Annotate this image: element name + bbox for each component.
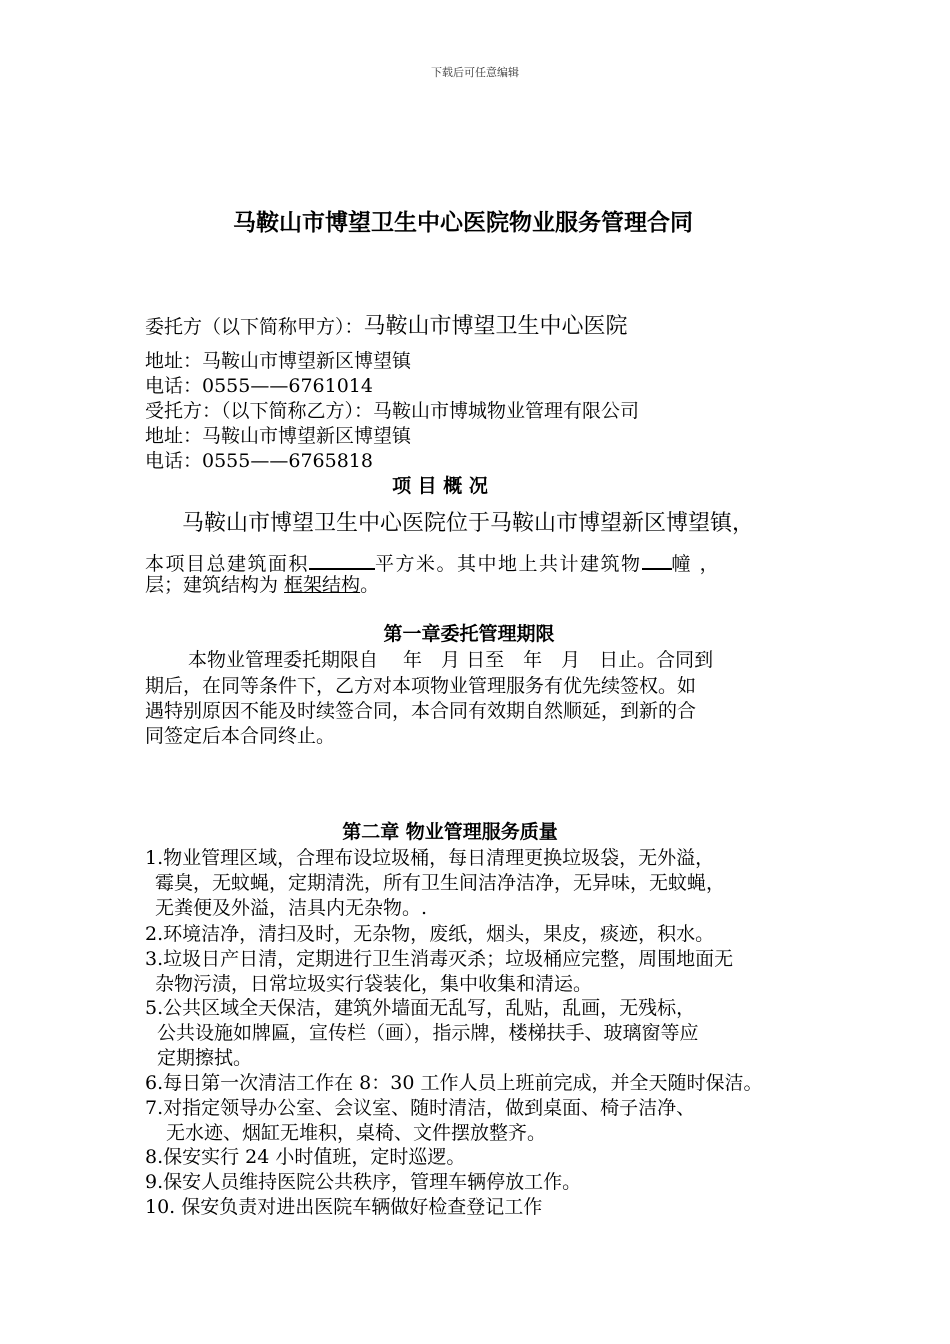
overview-line-3 bbox=[145, 576, 379, 595]
party-b-phone: 电话：0555——6765818 bbox=[145, 450, 373, 472]
chapter-1-line: 同签定后本合同终止。 bbox=[145, 725, 336, 747]
chapter-1-heading: 第一章委托管理期限 bbox=[383, 623, 555, 645]
chapter-2-item: 6.每日第一次清洁工作在 8：30 工作人员上班前完成，并全天随时保洁。 bbox=[145, 1072, 763, 1094]
overview-structure-label: 层；建筑结构为 bbox=[145, 574, 285, 596]
page-header: 下载后可任意编辑 bbox=[431, 66, 519, 79]
party-b-label: 受托方：（以下简称乙方）：马鞍山市博城物业管理有限公司 bbox=[145, 400, 640, 422]
party-a-name: 马鞍山市博望卫生中心医院 bbox=[363, 314, 628, 339]
chapter-2-item: 3.垃圾日产日清，定期进行卫生消毒灭杀；垃圾桶应完整，周围地面无 bbox=[145, 948, 734, 970]
party-a-label: 委托方（以下简称甲方）： bbox=[145, 316, 364, 338]
party-b-address: 地址：马鞍山市博望新区博望镇 bbox=[145, 425, 412, 447]
overview-area-label: 本项目总建筑面积 bbox=[145, 553, 310, 575]
chapter-2-item: 2.环境洁净，清扫及时，无杂物，废纸，烟头，果皮，痰迹，积水。 bbox=[145, 923, 715, 945]
chapter-2-item: 公共设施如牌匾，宣传栏（画），指示牌，楼梯扶手、玻璃窗等应 bbox=[157, 1022, 699, 1044]
overview-line-3-end: 。 bbox=[360, 574, 380, 596]
chapter-2-item: 杂物污渍，日常垃圾实行袋装化，集中收集和清运。 bbox=[155, 973, 593, 995]
chapter-2-item: 定期擦拭。 bbox=[157, 1047, 253, 1069]
overview-line-1: 马鞍山市博望卫生中心医院位于马鞍山市博望新区博望镇， bbox=[182, 511, 755, 536]
area-blank bbox=[309, 550, 375, 570]
chapter-2-item: 霉臭，无蚊蝇，定期清洗，所有卫生间洁净洁净，无异味，无蚊蝇， bbox=[155, 872, 726, 894]
overview-heading: 项 目 概 况 bbox=[392, 475, 488, 497]
chapter-1-line: 期后，在同等条件下，乙方对本项物业管理服务有优先续签权。如 bbox=[145, 675, 697, 697]
chapter-2-item: 无水迹、烟缸无堆积，桌椅、文件摆放整齐。 bbox=[166, 1122, 547, 1144]
chapter-2-item: 10. 保安负责对进出医院车辆做好检查登记工作 bbox=[145, 1196, 543, 1218]
building-count-blank bbox=[642, 550, 672, 570]
party-a-address: 地址：马鞍山市博望新区博望镇 bbox=[145, 350, 412, 372]
party-a-line bbox=[145, 316, 628, 338]
chapter-2-item: 1.物业管理区域，合理布设垃圾桶，每日清理更换垃圾袋，无外溢， bbox=[145, 847, 715, 869]
overview-building-label: 平方米。其中地上共计建筑物 bbox=[375, 553, 642, 575]
chapter-1-line: 遇特别原因不能及时续签合同，本合同有效期自然顺延，到新的合 bbox=[145, 700, 697, 722]
overview-building-unit: 幢 ， bbox=[671, 553, 721, 575]
chapter-2-item: 5.公共区域全天保洁，建筑外墙面无乱写，乱贴，乱画，无残标， bbox=[145, 997, 696, 1019]
chapter-2-item: 无粪便及外溢，洁具内无杂物。. bbox=[155, 897, 428, 919]
chapter-2-item: 7.对指定领导办公室、会议室、随时清洁，做到桌面、椅子洁净、 bbox=[145, 1097, 696, 1119]
chapter-1-line: 本物业管理委托期限自 年 月 日至 年 月 日止。合同到 bbox=[188, 649, 714, 671]
chapter-2-item: 9.保安人员维持医院公共秩序，管理车辆停放工作。 bbox=[145, 1171, 582, 1193]
structure-type: 框架结构 bbox=[284, 574, 361, 596]
chapter-2-item: 8.保安实行 24 小时值班，定时巡逻。 bbox=[145, 1146, 466, 1168]
party-a-phone: 电话：0555——6761014 bbox=[145, 375, 373, 397]
document-title: 马鞍山市博望卫生中心医院物业服务管理合同 bbox=[233, 209, 693, 236]
overview-line-2 bbox=[145, 550, 720, 574]
chapter-2-heading: 第二章 物业管理服务质量 bbox=[342, 821, 558, 843]
